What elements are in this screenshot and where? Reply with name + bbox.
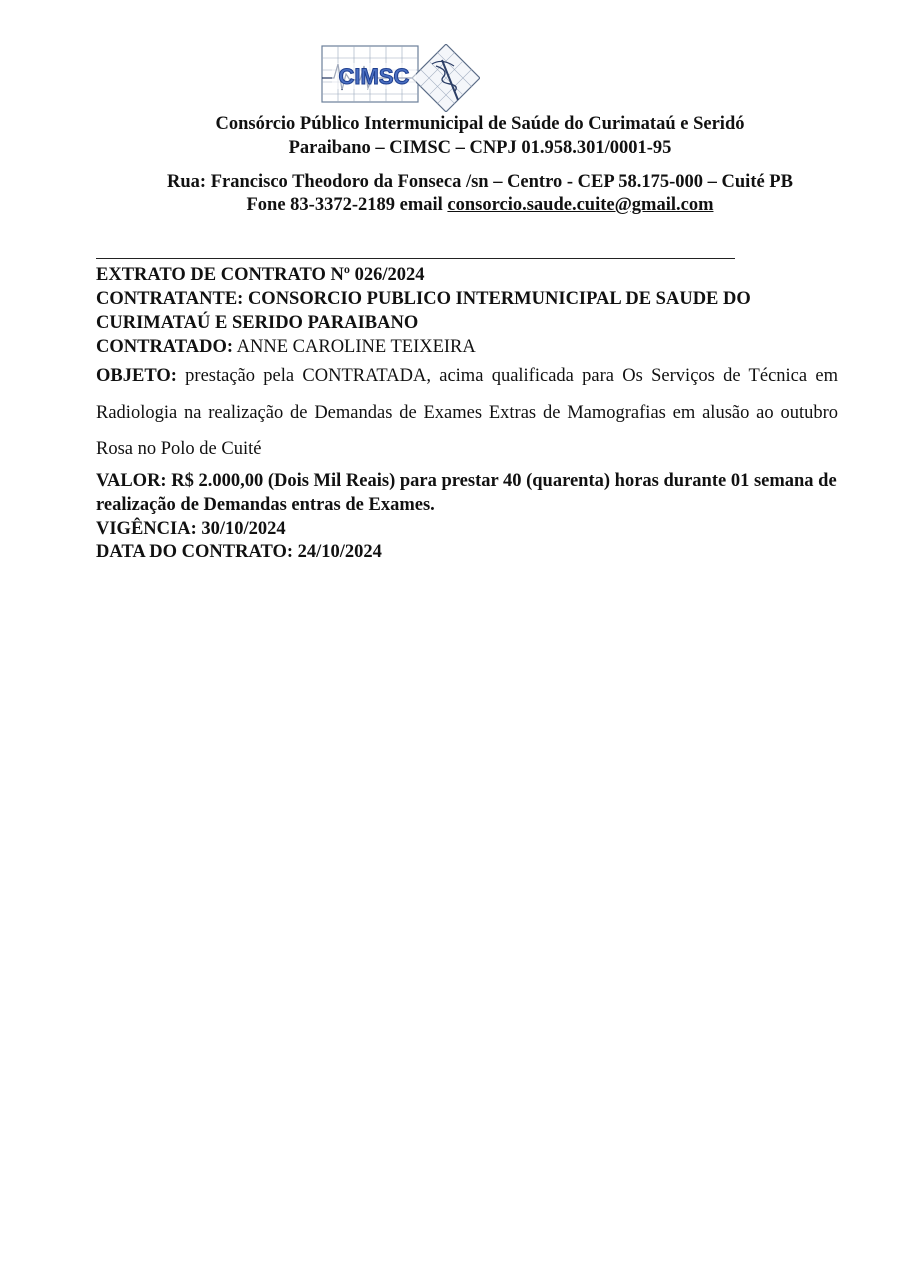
valor-line: VALOR: R$ 2.000,00 (Dois Mil Reais) para prestar 40 (quarenta) horas durante 01 semana de realização de Demandas entras de Exames. — [96, 471, 837, 515]
objeto-value: prestação pela CONTRATADA, acima qualificada para Os Serviços de Técnica em Radiologia na realização de Demandas de Exames Extras de Mamografias em alusão ao outubro Rosa no Polo de Cuité — [96, 366, 838, 459]
organization-name-line1: Consórcio Público Intermunicipal de Saúde do Curimataú e Seridó — [215, 114, 745, 134]
contract-date-line: DATA DO CONTRATO: 24/10/2024 — [96, 542, 382, 562]
contact-line — [60, 193, 900, 217]
objeto-label: OBJETO: — [96, 366, 177, 386]
objeto-paragraph — [96, 358, 838, 468]
organization-name-line2: Paraibano – CIMSC – CNPJ 01.958.301/0001-95 — [288, 138, 672, 158]
logo-text: CIMSC — [338, 64, 410, 89]
header-divider — [96, 258, 735, 259]
address-line: Rua: Francisco Theodoro da Fonseca /sn – Centro - CEP 58.175-000 – Cuité PB — [167, 172, 793, 192]
contratado-line — [96, 335, 838, 359]
phone-text: Fone 83-3372-2189 email — [246, 195, 448, 215]
email-link[interactable]: consorcio.saude.cuite@gmail.com — [447, 195, 714, 215]
contratado-value: ANNE CAROLINE TEIXEIRA — [233, 337, 476, 357]
contratante-line: CONTRATANTE: CONSORCIO PUBLICO INTERMUNICIPAL DE SAUDE DO CURIMATAÚ E SERIDO PARAIBANO — [96, 289, 751, 333]
contratado-label: CONTRATADO: — [96, 337, 234, 357]
vigencia-line: VIGÊNCIA: 30/10/2024 — [96, 519, 286, 539]
extract-title: EXTRATO DE CONTRATO Nº 026/2024 — [96, 265, 425, 285]
cimsc-logo — [320, 44, 480, 112]
